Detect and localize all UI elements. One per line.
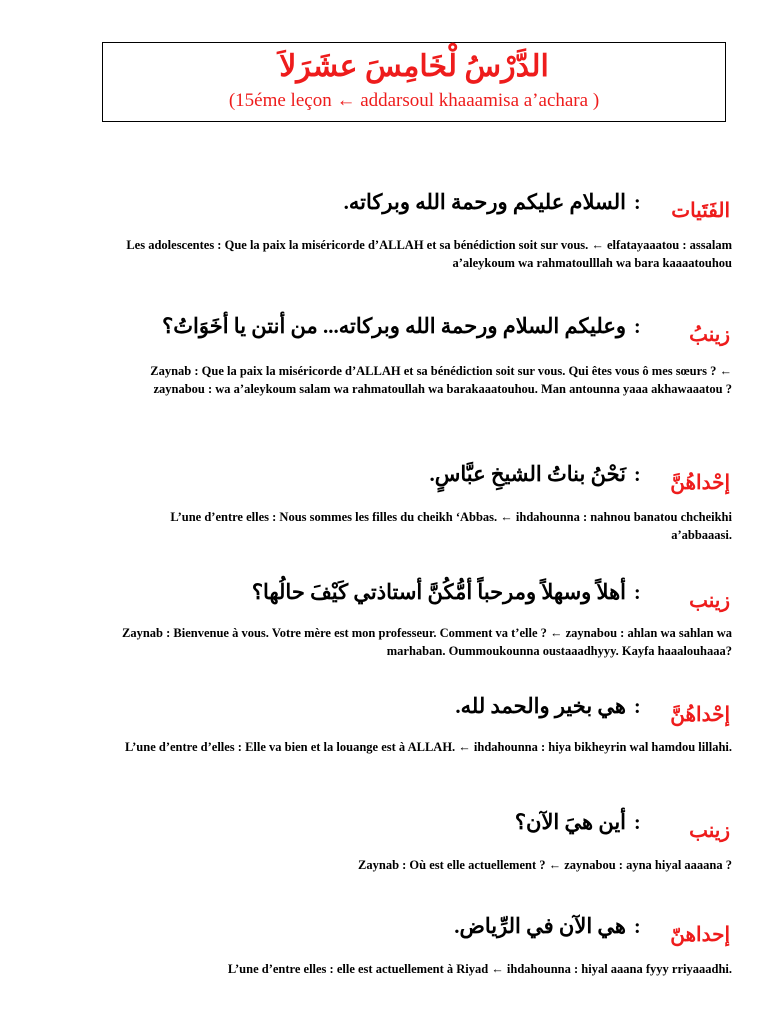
speaker-name: الفَتَيات <box>671 200 730 222</box>
translation-text: Zaynab : Bienvenue à vous. Votre mère est mon professeur. Comment va t’elle ? ← zaynabou : ahlan wa sahlan wa marhaban. Oummoukounna oustaaadhyyy. Kayfa haaalouhaaa? <box>122 626 732 658</box>
lesson-title-box <box>102 42 726 122</box>
translation-text: Zaynab : Que la paix la miséricorde d’ALLAH et sa bénédiction soit sur vous. Qui êtes vous ô mes sœurs ? ← zaynabou : wa a’aleykoum salam wa rahmatoullah wa barakaaatouhou. Man antounna yaaa akhawaaatou ? <box>150 364 732 396</box>
separator-colon: : <box>634 464 641 486</box>
speaker-name: زينب <box>689 820 730 842</box>
arabic-sentence: نَحْنُ بناتُ الشيخِ عبَّاسٍ. <box>429 462 626 486</box>
arabic-sentence: السلام عليكم ورحمة الله وبركاته. <box>343 190 626 214</box>
arabic-sentence: وعليكم السلام ورحمة الله وبركاته... من أنتن يا أخَوَاتُ؟ <box>162 314 626 338</box>
speaker-name: إحداهنّ <box>670 924 730 946</box>
arabic-sentence: هي الآن في الرِّياض. <box>454 914 626 938</box>
separator-colon: : <box>634 812 641 834</box>
separator-colon: : <box>634 916 641 938</box>
speaker-name: زينبُ <box>689 324 730 346</box>
speaker-name: إحْداهُنَّ <box>670 472 730 494</box>
translation-text: Les adolescentes : Que la paix la miséricorde d’ALLAH et sa bénédiction soit sur vous. ← elfatayaaatou : assalam a’aleykoum wa rahmatoulllah wa bara kaaaatouhou <box>126 238 732 270</box>
arabic-sentence: هي بخير والحمد لله. <box>455 694 626 718</box>
lesson-title-arabic: الدَّرْسُ لْخَامِسَ عشَرَلاَ <box>279 50 549 83</box>
speaker-name: زينب <box>689 590 730 612</box>
separator-colon: : <box>634 696 641 718</box>
separator-colon: : <box>634 316 641 338</box>
arabic-sentence: أهلاً وسهلاً ومرحباً أمُّكُنَّ أستاذتي كَيْفَ حالُها؟ <box>251 580 626 604</box>
translation-text: L’une d’entre elles : Nous sommes les filles du cheikh ‘Abbas. ← ihdahounna : nahnou banatou chcheikhi a’abbaaasi. <box>170 510 732 542</box>
translation-text: L’une d’entre elles : elle est actuellement à Riyad ← ihdahounna : hiyal aaana fyyy rriyaaadhi. <box>227 962 732 976</box>
translation-text: L’une d’entre d’elles : Elle va bien et la louange est à ALLAH. ← ihdahounna : hiya bikheyrin wal hamdou lillahi. <box>124 740 732 754</box>
arabic-sentence: أين هيَ الآن؟ <box>514 810 626 834</box>
separator-colon: : <box>634 582 641 604</box>
separator-colon: : <box>634 192 641 214</box>
speaker-name: إحْداهُنَّ <box>670 704 730 726</box>
translation-text: Zaynab : Où est elle actuellement ? ← zaynabou : ayna hiyal aaaana ? <box>358 858 732 872</box>
lesson-title-french: (15éme leçon ← addarsoul khaaamisa a’achara ) <box>228 90 600 111</box>
